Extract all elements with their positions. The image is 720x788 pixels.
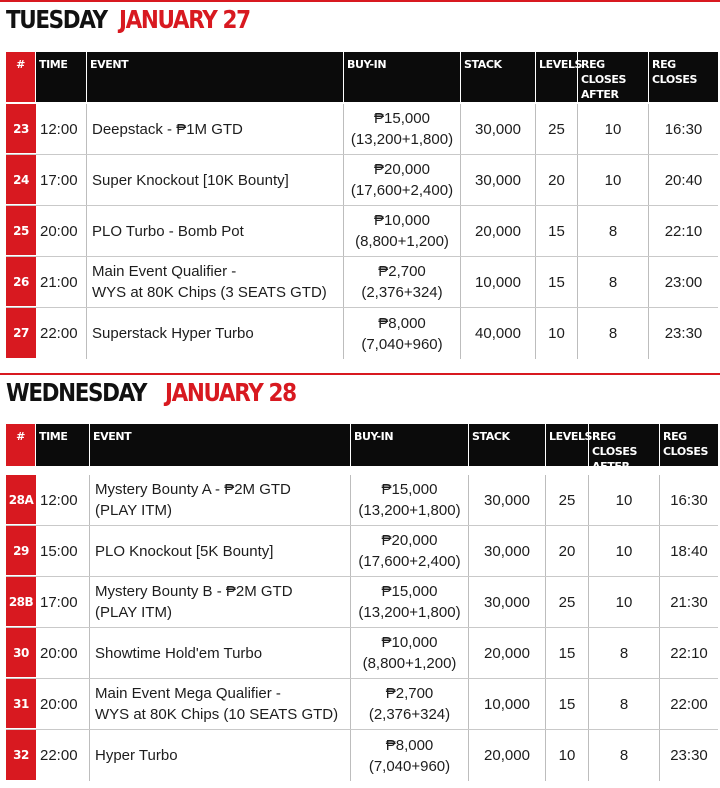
col-reg-after-header: REG CLOSES AFTER LEVEL: [578, 52, 649, 102]
event-name: Hyper Turbo: [90, 730, 351, 781]
event-number: 32: [6, 730, 36, 781]
event-number: 30: [6, 628, 36, 678]
section-heading-wednesday: [6, 378, 317, 412]
event-name: Main Event Qualifier - WYS at 80K Chips (3 SEATS GTD): [87, 257, 344, 307]
reg-closes-time: 16:30: [664, 120, 703, 138]
event-time: 15:00: [36, 526, 90, 576]
reg-closes-after-level: 8: [578, 257, 649, 307]
table-row: [6, 730, 718, 781]
levels: 25: [536, 104, 578, 154]
buyin-breakdown: (17,600+2,400): [358, 553, 461, 570]
buyin-amount: ₱20,000: [374, 161, 430, 178]
event-name: Superstack Hyper Turbo: [87, 308, 344, 359]
starting-stack: 20,000: [461, 206, 536, 256]
buyin-cell: [344, 308, 461, 359]
event-time: 22:00: [36, 730, 90, 781]
col-event-header: EVENT: [87, 52, 344, 102]
starting-stack: 20,000: [469, 730, 546, 781]
buyin-cell: [351, 475, 469, 525]
table-row: [6, 679, 718, 730]
event-number: 29: [6, 526, 36, 576]
col-buyin-header: BUY-IN: [351, 424, 469, 466]
col-levels-header: LEVELS: [536, 52, 578, 102]
col-stack-header: STACK: [469, 424, 546, 466]
event-number: 23: [6, 104, 36, 154]
event-name: Mystery Bounty B - ₱2M GTD (PLAY ITM): [90, 577, 351, 627]
reg-closes-time: 22:10: [664, 222, 703, 240]
buyin-cell: [351, 730, 469, 781]
event-time: 20:00: [36, 206, 87, 256]
table-row: [6, 577, 718, 628]
buyin-amount: ₱2,700: [385, 685, 434, 702]
buyin-breakdown: (8,800+1,200): [362, 655, 457, 672]
reg-closes-time: 22:00: [670, 695, 708, 713]
table-row: [6, 104, 718, 155]
table-row: [6, 475, 718, 526]
col-event-header: EVENT: [90, 424, 351, 466]
buyin-amount: ₱15,000: [381, 583, 438, 600]
table-row: [6, 257, 718, 308]
buyin-cell: [351, 679, 469, 729]
buyin-amount: ₱8,000: [378, 314, 426, 332]
day-label: WEDNESDAY: [6, 378, 147, 407]
reg-closes-after-level: 8: [578, 308, 649, 359]
table-header-tuesday: [6, 52, 718, 116]
reg-closes-after-level: 8: [578, 206, 649, 256]
col-stack-header: STACK: [461, 52, 536, 102]
buyin-cell: [351, 628, 469, 678]
event-number: 28B: [6, 577, 36, 627]
date-label: JANUARY 27: [119, 5, 250, 34]
starting-stack: 30,000: [461, 104, 536, 154]
buyin-breakdown: (2,376+324): [361, 284, 443, 301]
section-divider-middle: [0, 373, 720, 375]
buyin-amount: ₱20,000: [381, 532, 438, 549]
col-buyin-header: BUY-IN: [344, 52, 461, 102]
event-time: 21:00: [36, 257, 87, 307]
reg-closes-time: 20:40: [664, 171, 703, 189]
event-time: 12:00: [36, 104, 87, 154]
event-time: 20:00: [36, 679, 90, 729]
event-name: Deepstack - ₱1M GTD: [87, 104, 344, 154]
levels: 10: [546, 730, 589, 781]
col-time-header: TIME: [36, 424, 90, 466]
levels: 25: [546, 577, 589, 627]
reg-closes-time: 23:00: [664, 273, 703, 291]
buyin-amount: ₱15,000: [381, 481, 438, 498]
levels: 15: [546, 628, 589, 678]
event-time: 17:00: [36, 155, 87, 205]
col-number-header: #: [6, 424, 36, 466]
buyin-cell: [344, 104, 461, 154]
reg-closes-time: 22:10: [670, 644, 708, 662]
reg-closes-after-level: 8: [589, 730, 660, 781]
reg-closes-after-level: 10: [589, 577, 660, 627]
table-body-tuesday: [6, 104, 718, 359]
starting-stack: 10,000: [461, 257, 536, 307]
starting-stack: 30,000: [469, 577, 546, 627]
event-number: 27: [6, 308, 36, 359]
table-row: [6, 628, 718, 679]
reg-closes-after-level: 10: [589, 475, 660, 525]
buyin-amount: ₱8,000: [385, 736, 434, 754]
buyin-breakdown: (7,040+960): [368, 757, 451, 775]
table-body-wednesday: [6, 475, 718, 781]
col-number-header: #: [6, 52, 36, 102]
reg-closes-after-level: 10: [578, 104, 649, 154]
buyin-breakdown: (17,600+2,400): [350, 182, 454, 199]
table-row: [6, 155, 718, 206]
levels: 20: [536, 155, 578, 205]
levels: 15: [536, 206, 578, 256]
reg-closes-after-level: 10: [578, 155, 649, 205]
reg-closes-after-level: 8: [589, 679, 660, 729]
reg-closes-time: 16:30: [670, 491, 708, 509]
buyin-cell: [344, 257, 461, 307]
section-heading-tuesday: [6, 5, 271, 39]
buyin-cell: [344, 206, 461, 256]
table-row: [6, 308, 718, 359]
reg-closes-after-level: 10: [589, 526, 660, 576]
event-number: 28A: [6, 475, 36, 525]
event-time: 22:00: [36, 308, 87, 359]
levels: 10: [536, 308, 578, 359]
buyin-amount: ₱10,000: [374, 212, 430, 229]
reg-closes-time: 18:40: [670, 542, 708, 560]
starting-stack: 30,000: [469, 475, 546, 525]
event-name: Main Event Mega Qualifier - WYS at 80K Chips (10 SEATS GTD): [90, 679, 351, 729]
buyin-amount: ₱15,000: [374, 110, 430, 127]
event-name: Showtime Hold'em Turbo: [90, 628, 351, 678]
buyin-cell: [344, 155, 461, 205]
table-header-wednesday: [6, 424, 718, 488]
event-time: 17:00: [36, 577, 90, 627]
event-name: PLO Turbo - Bomb Pot: [87, 206, 344, 256]
event-number: 31: [6, 679, 36, 729]
starting-stack: 10,000: [469, 679, 546, 729]
table-row: [6, 206, 718, 257]
reg-closes-time: 23:30: [664, 325, 703, 342]
event-name: PLO Knockout [5K Bounty]: [90, 526, 351, 576]
event-name: Mystery Bounty A - ₱2M GTD (PLAY ITM): [90, 475, 351, 525]
levels: 15: [546, 679, 589, 729]
event-number: 24: [6, 155, 36, 205]
reg-closes-time: 23:30: [670, 747, 708, 764]
table-row: [6, 526, 718, 577]
buyin-cell: [351, 526, 469, 576]
col-reg-closes-header: REG CLOSES: [652, 58, 697, 86]
buyin-amount: ₱10,000: [381, 634, 438, 651]
buyin-breakdown: (13,200+1,800): [350, 131, 454, 148]
buyin-amount: ₱2,700: [378, 263, 426, 280]
levels: 15: [536, 257, 578, 307]
col-levels-header: LEVELS: [546, 424, 589, 466]
reg-closes-after-level: 8: [589, 628, 660, 678]
levels: 25: [546, 475, 589, 525]
col-time-header: TIME: [36, 52, 87, 102]
buyin-breakdown: (8,800+1,200): [355, 233, 449, 250]
section-divider-top: [0, 0, 720, 2]
buyin-breakdown: (7,040+960): [361, 335, 443, 353]
buyin-cell: [351, 577, 469, 627]
starting-stack: 40,000: [461, 308, 536, 359]
event-number: 25: [6, 206, 36, 256]
reg-closes-time: 21:30: [670, 593, 708, 611]
date-label: JANUARY 28: [164, 378, 296, 407]
buyin-breakdown: (13,200+1,800): [358, 604, 461, 621]
day-label: TUESDAY: [6, 5, 107, 34]
event-time: 20:00: [36, 628, 90, 678]
buyin-breakdown: (2,376+324): [368, 706, 451, 723]
event-name: Super Knockout [10K Bounty]: [87, 155, 344, 205]
levels: 20: [546, 526, 589, 576]
event-number: 26: [6, 257, 36, 307]
col-reg-after-header: REG CLOSES AFTER LEVEL: [589, 424, 660, 466]
buyin-breakdown: (13,200+1,800): [358, 502, 461, 519]
starting-stack: 30,000: [469, 526, 546, 576]
starting-stack: 30,000: [461, 155, 536, 205]
event-time: 12:00: [36, 475, 90, 525]
col-reg-closes-header: REG CLOSES: [663, 430, 708, 458]
starting-stack: 20,000: [469, 628, 546, 678]
